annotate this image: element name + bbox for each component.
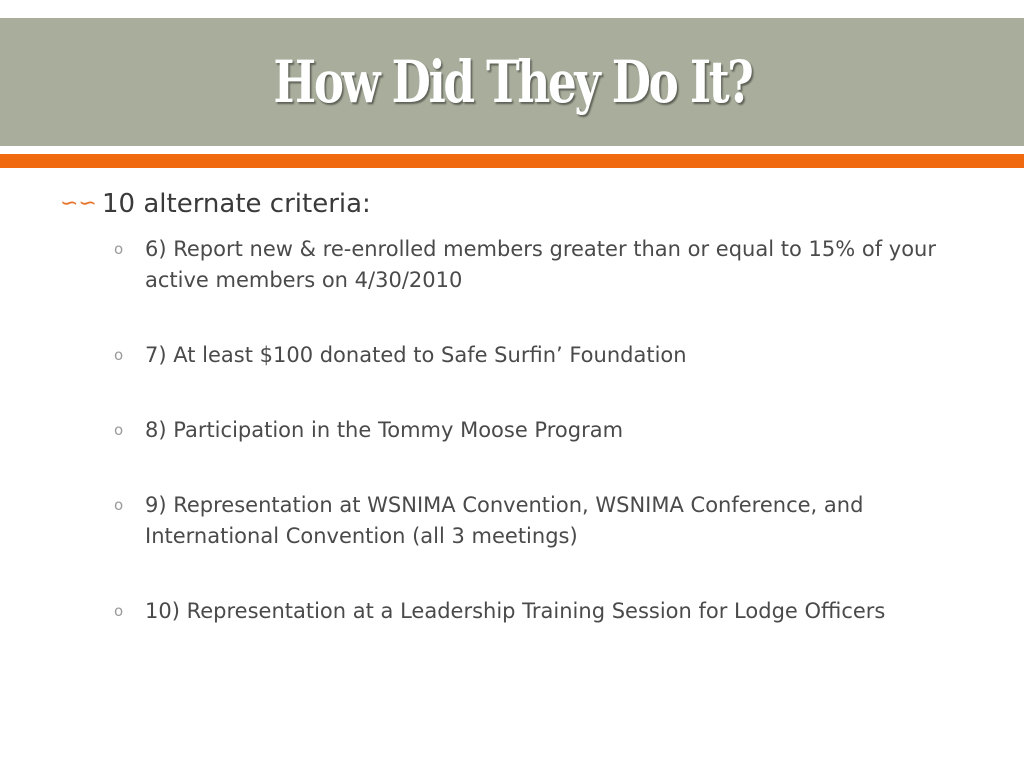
circle-bullet-icon: o <box>114 240 124 258</box>
criteria-text: 6) Report new & re-enrolled members greater than or equal to 15% of your active members on 4/30/2010 <box>145 237 936 292</box>
main-bullet-text: 10 alternate criteria: <box>102 189 371 219</box>
criteria-text: 10) Representation at a Leadership Training Session for Lodge Officers <box>145 599 886 623</box>
slide-title: How Did They Do It? <box>272 48 752 116</box>
criteria-item <box>114 596 960 627</box>
criteria-item <box>114 234 960 296</box>
criteria-text: 9) Representation at WSNIMA Convention, WSNIMA Conference, and International Convention (all 3 meetings) <box>145 493 864 548</box>
main-bullet <box>60 184 960 224</box>
circle-bullet-icon: o <box>114 421 124 439</box>
circle-bullet-icon: o <box>114 346 124 364</box>
criteria-text: 7) At least $100 donated to Safe Surfin’ Foundation <box>145 343 687 367</box>
circle-bullet-icon: o <box>114 496 124 514</box>
slide-content <box>60 184 960 671</box>
criteria-item <box>114 490 960 552</box>
criteria-text: 8) Participation in the Tommy Moose Program <box>145 418 624 442</box>
orange-accent-bar <box>0 154 1024 168</box>
criteria-list <box>60 234 960 627</box>
scroll-ornament-icon: ∽∽ <box>60 191 97 216</box>
criteria-item <box>114 415 960 446</box>
circle-bullet-icon: o <box>114 602 124 620</box>
criteria-item <box>114 340 960 371</box>
title-band <box>0 18 1024 146</box>
